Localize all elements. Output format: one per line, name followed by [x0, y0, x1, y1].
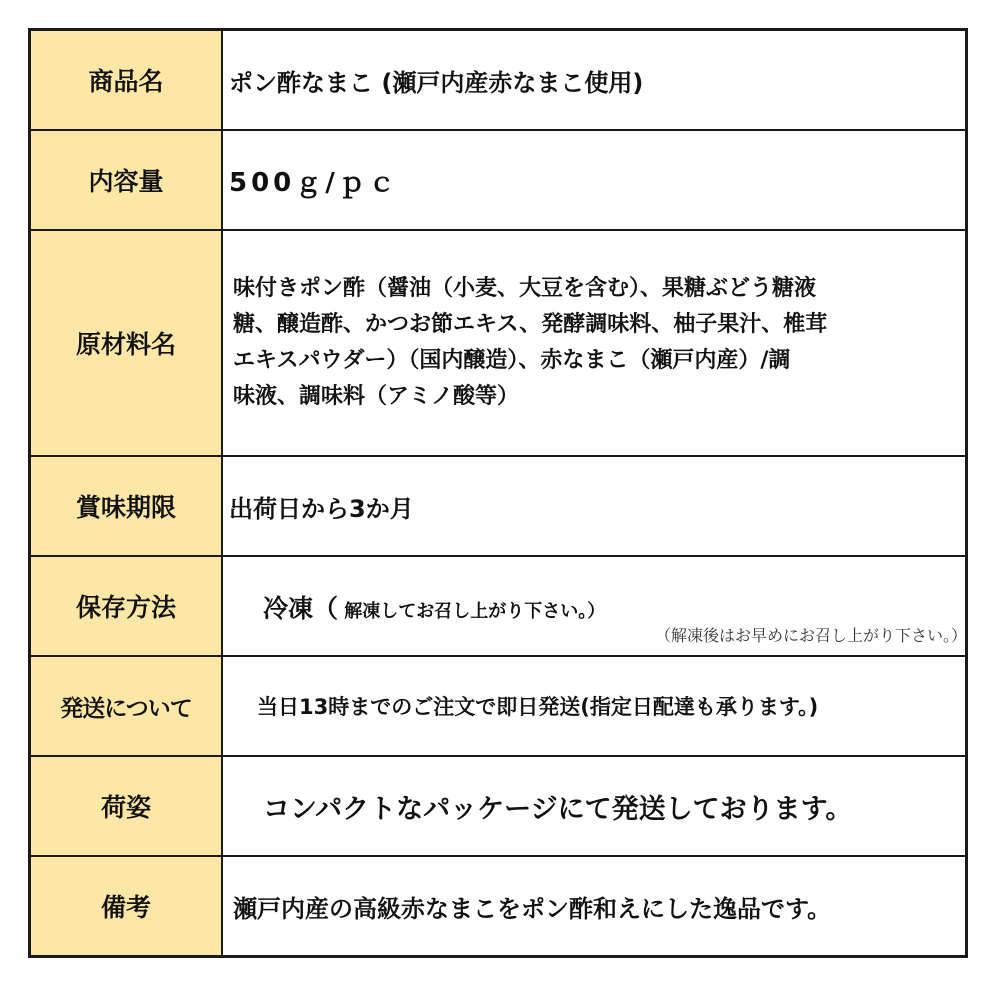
ingredients-line: 糖、醸造酢、かつお節エキス、発酵調味料、柚子果汁、椎茸 — [233, 312, 828, 337]
table-row — [30, 756, 967, 856]
remarks-cell — [222, 856, 967, 957]
row-label: 備考 — [30, 856, 223, 957]
row-label: 商品名 — [30, 30, 223, 131]
table-row — [30, 856, 967, 957]
row-label: 原材料名 — [30, 230, 223, 456]
table-row — [30, 656, 967, 756]
table-row — [30, 130, 967, 230]
shipping-cell — [222, 656, 967, 756]
remarks-value: 瀬戸内産の高級赤なまこをポン酢和えにした逸品です。 — [233, 894, 832, 923]
table-row — [30, 456, 967, 556]
packaging-value: コンパクトなパッケージにて発送しております。 — [263, 793, 853, 825]
expiry-value: 出荷日から3か月 — [222, 456, 967, 556]
storage-main-note: 解凍してお召し上がり下さい。） — [338, 601, 606, 622]
product-name-value: ポン酢なまこ (瀬戸内産赤なまこ使用) — [222, 30, 967, 131]
ingredients-line: 味付きポン酢（醤油（小麦、大豆を含む）、果糖ぶどう糖液 — [233, 276, 817, 301]
row-label: 保存方法 — [30, 556, 223, 656]
row-label: 荷姿 — [30, 756, 223, 856]
row-label: 内容量 — [30, 130, 223, 230]
table-row — [30, 30, 967, 131]
packaging-cell — [222, 756, 967, 856]
shipping-value: 当日13時までのご注文で即日発送(指定日配達も承ります。) — [257, 695, 819, 719]
ingredients-line: 味液、調味料（アミノ酸等） — [233, 384, 520, 409]
quantity-cell — [222, 130, 967, 230]
storage-main-text: 冷凍（ — [263, 594, 339, 623]
ingredients-cell — [222, 230, 967, 456]
table-row — [30, 556, 967, 656]
storage-sub-note: （解凍後はお早めにお召し上がり下さい。） — [654, 626, 967, 645]
row-label: 賞味期限 — [30, 456, 223, 556]
table-row — [30, 230, 967, 456]
ingredients-line: エキスパウダー）（国内醸造）、赤なまこ（瀬戸内産）/調 — [233, 348, 791, 373]
row-label: 発送について — [30, 656, 223, 756]
quantity-value: 500ｇ/ｐｃ — [229, 167, 399, 198]
product-spec-table — [28, 28, 968, 958]
storage-cell — [222, 556, 967, 656]
storage-instruction — [263, 589, 605, 625]
